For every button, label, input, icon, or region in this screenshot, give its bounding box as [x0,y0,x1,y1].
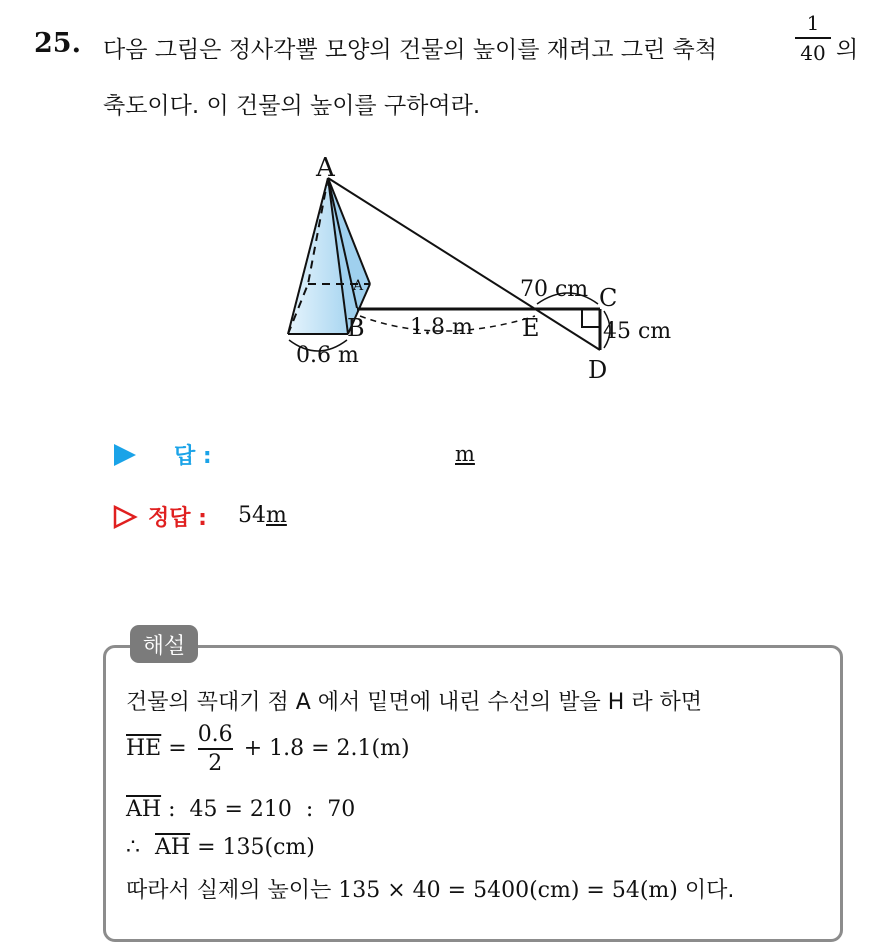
final-end: 이다. [684,878,735,903]
solution-tag: 해설 [130,625,198,663]
ratio-rest: : 45 = 210 : 70 [161,797,356,822]
label-D: D [588,356,608,384]
label-BE-length: 1.8 m [410,315,473,340]
scale-denominator: 40 [800,40,826,65]
he-equals: = [168,735,187,761]
question-number: 25. [34,28,81,59]
question-text-line1-end: 의 [836,37,859,63]
correct-answer-value [238,503,287,528]
label-C: C [599,284,618,312]
therefore-symbol: ∴ [126,835,140,860]
correct-value-number: 54 [238,503,266,528]
segment-HE: $\overline{HE}$ [126,735,162,761]
right-angle-mark [582,309,600,327]
outline-arrow-icon [112,504,138,530]
pyramid-figure [0,0,884,420]
final-text: 따라서 실제의 높이는 [126,878,332,903]
answer-label: 답 : [174,444,212,469]
question-text-line2: 축도이다. 이 건물의 높이를 구하여라. [103,93,481,119]
he-fraction [198,722,233,776]
play-arrow-icon [112,442,138,468]
he-denominator: 2 [208,750,223,776]
label-EC-length: 70 cm [520,277,589,302]
solution-line-ratio [126,797,355,822]
label-base-length: 0.6 m [296,343,359,368]
scale-numerator: 1 [806,11,820,35]
he-rest: + 1.8 = 2.1(m) [243,735,410,761]
final-math: 135 × 40 = 5400(cm) = 54(m) [338,878,678,903]
solution-line-he [126,722,410,776]
fraction-bar [198,748,233,750]
label-E: E [522,314,540,342]
solution-line1: 건물의 꼭대기 점 A 에서 밑면에 내린 수선의 발을 H 라 하면 [126,690,703,715]
correct-answer-row [112,501,207,532]
label-CD-length: 45 cm [603,319,672,344]
solution-line-ah [126,835,315,860]
segment-AH: $\overline{AH}$ [126,797,162,822]
ah-rest: = 135(cm) [190,835,315,860]
he-numerator: 0.6 [197,722,233,747]
solution-line-final [126,873,734,904]
segment-AH-2: $\overline{AH}$ [155,835,191,860]
label-A: A [316,153,335,183]
answer-row [112,439,212,470]
correct-answer-label: 정답 : [148,506,207,531]
answer-unit: m [455,442,475,466]
label-B: B [347,314,365,342]
label-A-apex-small: A [353,278,364,294]
question-text-line1: 다음 그림은 정사각뿔 모양의 건물의 높이를 재려고 그린 축척 [103,37,717,63]
correct-value-unit: m [266,503,287,528]
